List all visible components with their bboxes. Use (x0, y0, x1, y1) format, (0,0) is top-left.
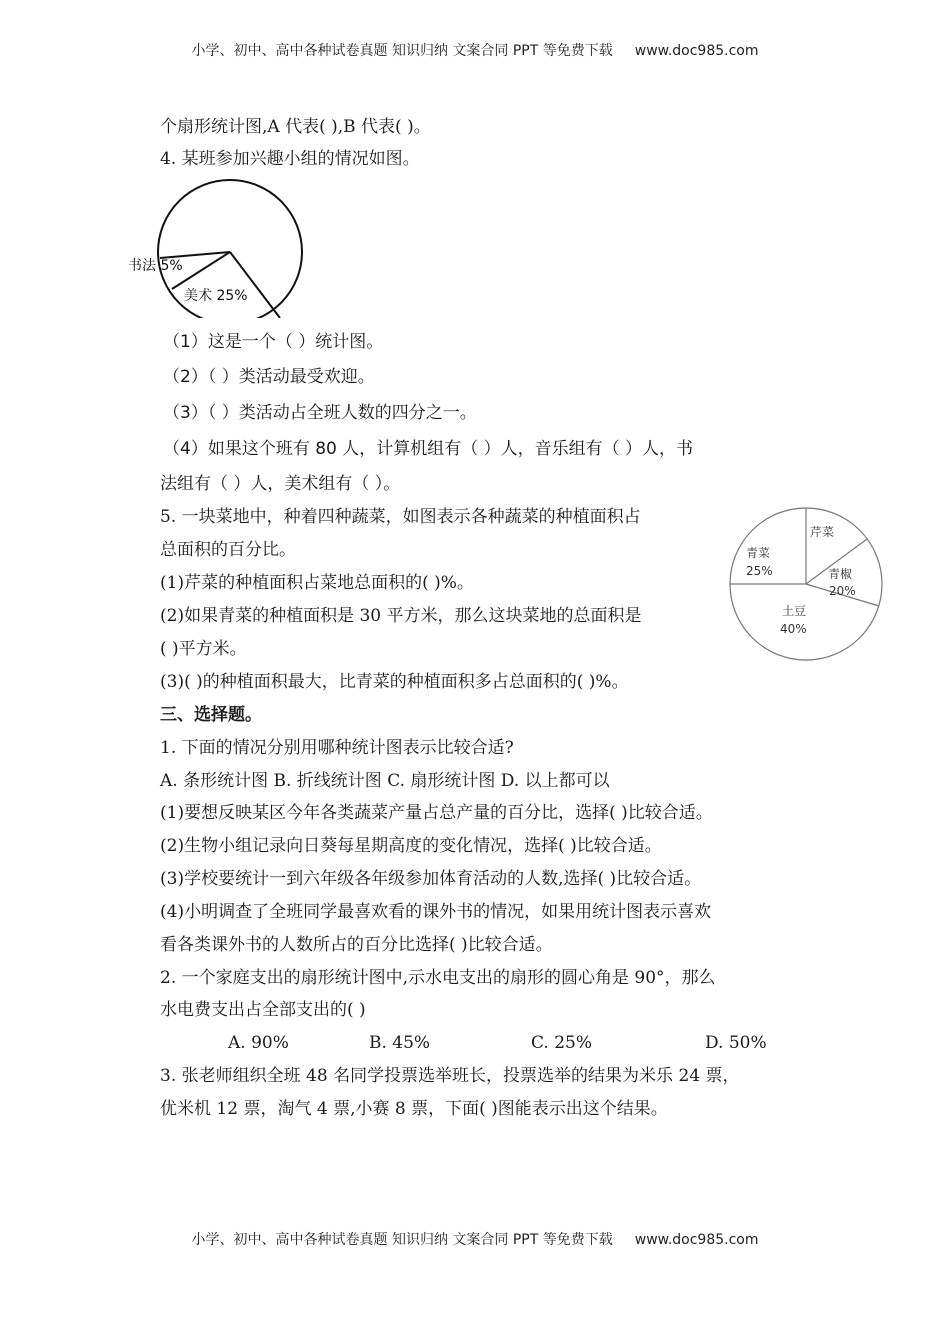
text-line: 个扇形统计图,A 代表( ),B 代表( )。 (160, 117, 431, 137)
pie-chart-interest-groups (120, 178, 310, 318)
s3-q1-part-1: (1)要想反映某区今年各类蔬菜产量占总产量的百分比，选择( )比较合适。 (160, 803, 713, 823)
slice-label-potato: 土豆 (782, 604, 807, 618)
section-3-title: 三、选择题。 (160, 705, 262, 725)
slice-value-potato: 40% (780, 622, 807, 636)
slice-label-celery: 芹菜 (810, 525, 835, 539)
question-5-title: 5. 一块菜地中，种着四种蔬菜，如图表示各种蔬菜的种植面积占 (160, 507, 641, 527)
pie-divider-art-right (230, 252, 280, 318)
slice-label-art: 美术 25% (184, 288, 248, 304)
footer-site: www.doc985.com (634, 1232, 759, 1248)
q5-part-2-cont: ( )平方米。 (160, 639, 247, 659)
footer-text: 小学、初中、高中各种试卷真题 知识归纳 文案合同 PPT 等免费下载 (191, 1232, 613, 1248)
s3-q2-option-d: D. 50% (705, 1033, 767, 1053)
s3-q1-part-3: (3)学校要统计一到六年级各年级参加体育活动的人数,选择( )比较合适。 (160, 869, 702, 889)
q4-part-2: （2）（ ）类活动最受欢迎。 (163, 367, 375, 387)
s3-q1-part-4: (4)小明调查了全班同学最喜欢看的课外书的情况，如果用统计图表示喜欢 (160, 902, 712, 922)
pie-chart-vegetables (728, 506, 884, 662)
s3-q2-title-cont: 水电费支出占全部支出的( ) (160, 1000, 366, 1020)
q5-part-1: (1)芹菜的种植面积占菜地总面积的( )%。 (160, 573, 474, 593)
slice-value-greens: 25% (746, 564, 773, 578)
header-text: 小学、初中、高中各种试卷真题 知识归纳 文案合同 PPT 等免费下载 (191, 43, 613, 59)
s3-q1-part-4-cont: 看各类课外书的人数所占的百分比选择( )比较合适。 (160, 935, 553, 955)
s3-q2-option-a: A. 90% (228, 1033, 289, 1053)
slice-label-greens: 青菜 (746, 546, 771, 560)
question-5-title-cont: 总面积的百分比。 (160, 540, 296, 560)
slice-value-pepper: 20% (829, 584, 856, 598)
slice-label-pepper: 青椒 (828, 567, 853, 581)
q4-part-4-cont: 法组有（ ）人，美术组有（ ）。 (160, 474, 401, 494)
s3-q1-part-2: (2)生物小组记录向日葵每星期高度的变化情况，选择( )比较合适。 (160, 836, 662, 856)
s3-q2-option-b: B. 45% (369, 1033, 431, 1053)
page-footer (0, 1229, 950, 1249)
page-header (0, 40, 950, 60)
q5-part-2: (2)如果青菜的种植面积是 30 平方米，那么这块菜地的总面积是 (160, 606, 642, 626)
s3-q2-option-c: C. 25% (531, 1033, 592, 1053)
question-4-title: 4. 某班参加兴趣小组的情况如图。 (160, 149, 420, 169)
slice-label-calligraphy: 书法 5% (128, 258, 183, 274)
header-site: www.doc985.com (634, 43, 759, 59)
q4-part-3: （3）（ ）类活动占全班人数的四分之一。 (163, 403, 477, 423)
s3-q1-title: 1. 下面的情况分别用哪种统计图表示比较合适? (160, 738, 514, 758)
s3-q2-title: 2. 一个家庭支出的扇形统计图中,示水电支出的扇形的圆心角是 90°，那么 (160, 968, 716, 988)
s3-q3-title: 3. 张老师组织全班 48 名同学投票选举班长，投票选举的结果为米乐 24 票， (160, 1066, 740, 1086)
q5-part-3: (3)( )的种植面积最大，比青菜的种植面积多占总面积的( )%。 (160, 672, 629, 692)
s3-q3-title-cont: 优米机 12 票，淘气 4 票,小赛 8 票，下面( )图能表示出这个结果。 (160, 1099, 668, 1119)
s3-q1-options: A. 条形统计图 B. 折线统计图 C. 扇形统计图 D. 以上都可以 (160, 771, 610, 791)
q4-part-4: （4）如果这个班有 80 人，计算机组有（ ）人，音乐组有（ ）人，书 (163, 439, 694, 459)
q4-part-1: （1）这是一个（ ）统计图。 (163, 332, 384, 352)
